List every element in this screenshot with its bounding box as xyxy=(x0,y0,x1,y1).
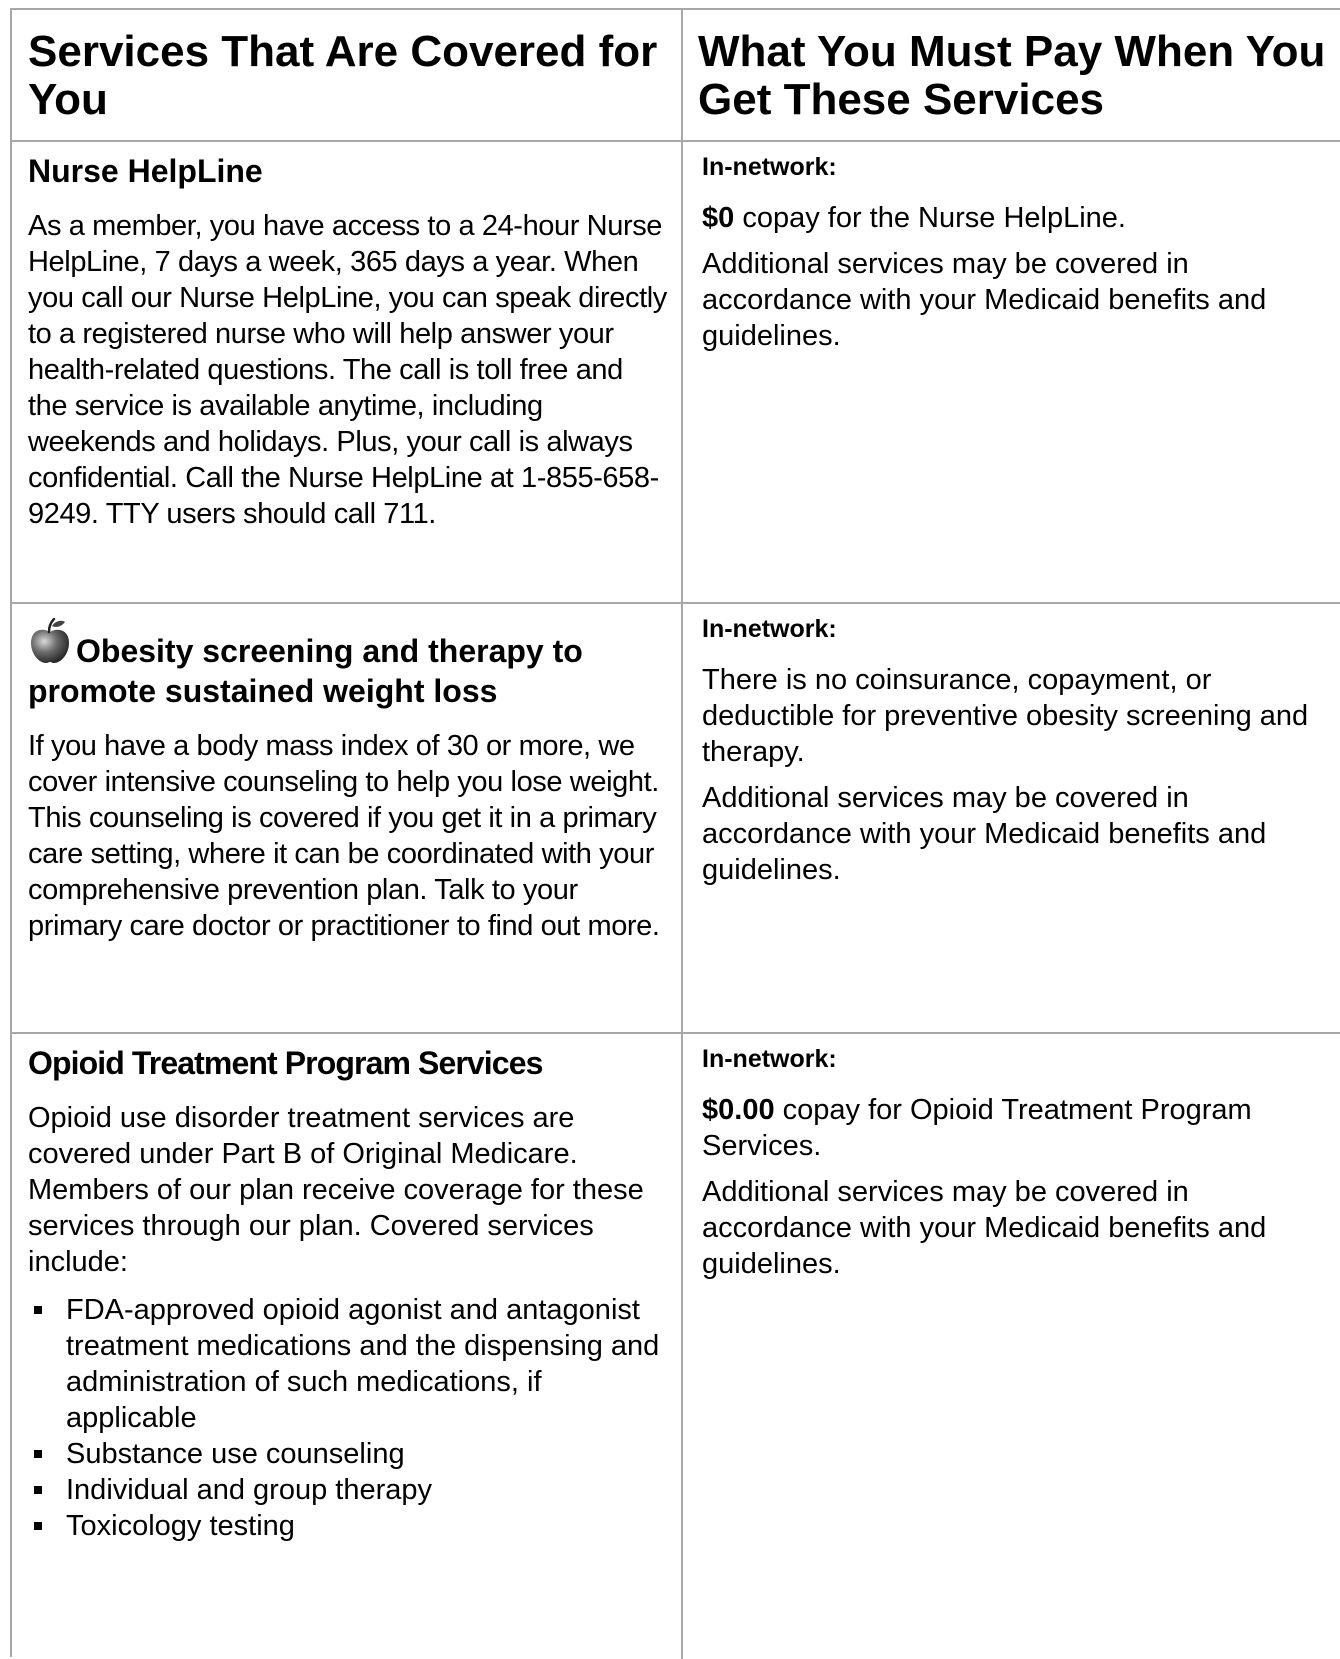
list-item xyxy=(28,1292,669,1436)
copay-description: copay for the Nurse HelpLine. xyxy=(734,202,1126,234)
copay-text xyxy=(702,200,1328,236)
cost-cell xyxy=(683,604,1340,1032)
service-title: Nurse HelpLine xyxy=(28,153,263,189)
header-cell-services xyxy=(12,10,683,140)
apple-icon xyxy=(28,618,72,672)
benefits-table xyxy=(10,8,1340,1657)
service-cell xyxy=(12,604,683,1032)
copay-description: copay for Opioid Treatment Program Services. xyxy=(702,1094,1252,1162)
cost-cell xyxy=(683,1034,1340,1659)
cost-sharing-text: There is no coinsurance, copayment, or deductible for preventive obesity screening and therapy. xyxy=(702,664,1309,768)
list-item-text: FDA-approved opioid agonist and antagonist treatment medications and the dispensing and administration of such medications, if applicable xyxy=(66,1294,660,1434)
list-item-text: Toxicology testing xyxy=(66,1510,295,1542)
service-title xyxy=(28,618,669,710)
service-description: Opioid use disorder treatment services are covered under Part B of Original Medicare. Members of our plan receive coverage for these services through our plan. Covered services include: xyxy=(28,1102,644,1278)
bullet-square-icon xyxy=(34,1306,42,1314)
list-item xyxy=(28,1436,669,1472)
header-what-you-pay: What You Must Pay When You Get These Services xyxy=(698,27,1326,124)
in-network-label: In-network: xyxy=(702,1045,837,1073)
table-header-row xyxy=(12,10,1340,142)
copay-text xyxy=(702,1092,1328,1164)
list-item-text: Individual and group therapy xyxy=(66,1474,432,1506)
table-row xyxy=(12,604,1340,1034)
additional-services-note: Additional services may be covered in accordance with your Medicaid benefits and guidelines. xyxy=(702,782,1267,886)
table-row xyxy=(12,142,1340,604)
list-item xyxy=(28,1508,669,1544)
service-title-text: Obesity screening and therapy to promote sustained weight loss xyxy=(28,633,583,709)
in-network-label: In-network: xyxy=(702,153,837,181)
bullet-square-icon xyxy=(34,1486,42,1494)
table-row xyxy=(12,1034,1340,1659)
bullet-square-icon xyxy=(34,1450,42,1458)
header-cell-payment xyxy=(683,10,1340,140)
service-cell xyxy=(12,1034,683,1659)
covered-services-list xyxy=(28,1292,669,1544)
cost-cell xyxy=(683,142,1340,602)
bullet-square-icon xyxy=(34,1522,42,1530)
service-description: As a member, you have access to a 24-hour Nurse HelpLine, 7 days a week, 365 days a year. When you call our Nurse HelpLine, you can speak directly to a registered nurse who will help answer your health-related questions. The call is toll free and the service is available anytime, including weekends and holidays. Plus, your call is always confidential. Call the Nurse HelpLine at 1-855-658-9249. TTY users should call 711. xyxy=(28,210,667,530)
service-description: If you have a body mass index of 30 or more, we cover intensive counseling to help you lose weight. This counseling is covered if you get it in a primary care setting, where it can be coordinated with your comprehensive prevention plan. Talk to your primary care doctor or practitioner to find out more. xyxy=(28,730,660,942)
header-services-covered: Services That Are Covered for You xyxy=(28,27,658,124)
copay-amount: $0 xyxy=(702,202,735,234)
additional-services-note: Additional services may be covered in accordance with your Medicaid benefits and guidelines. xyxy=(702,1176,1267,1280)
service-cell xyxy=(12,142,683,602)
list-item xyxy=(28,1472,669,1508)
in-network-label: In-network: xyxy=(702,615,837,643)
copay-amount: $0.00 xyxy=(702,1094,775,1126)
list-item-text: Substance use counseling xyxy=(66,1438,405,1470)
additional-services-note: Additional services may be covered in accordance with your Medicaid benefits and guidelines. xyxy=(702,248,1267,352)
service-title: Opioid Treatment Program Services xyxy=(28,1045,543,1081)
